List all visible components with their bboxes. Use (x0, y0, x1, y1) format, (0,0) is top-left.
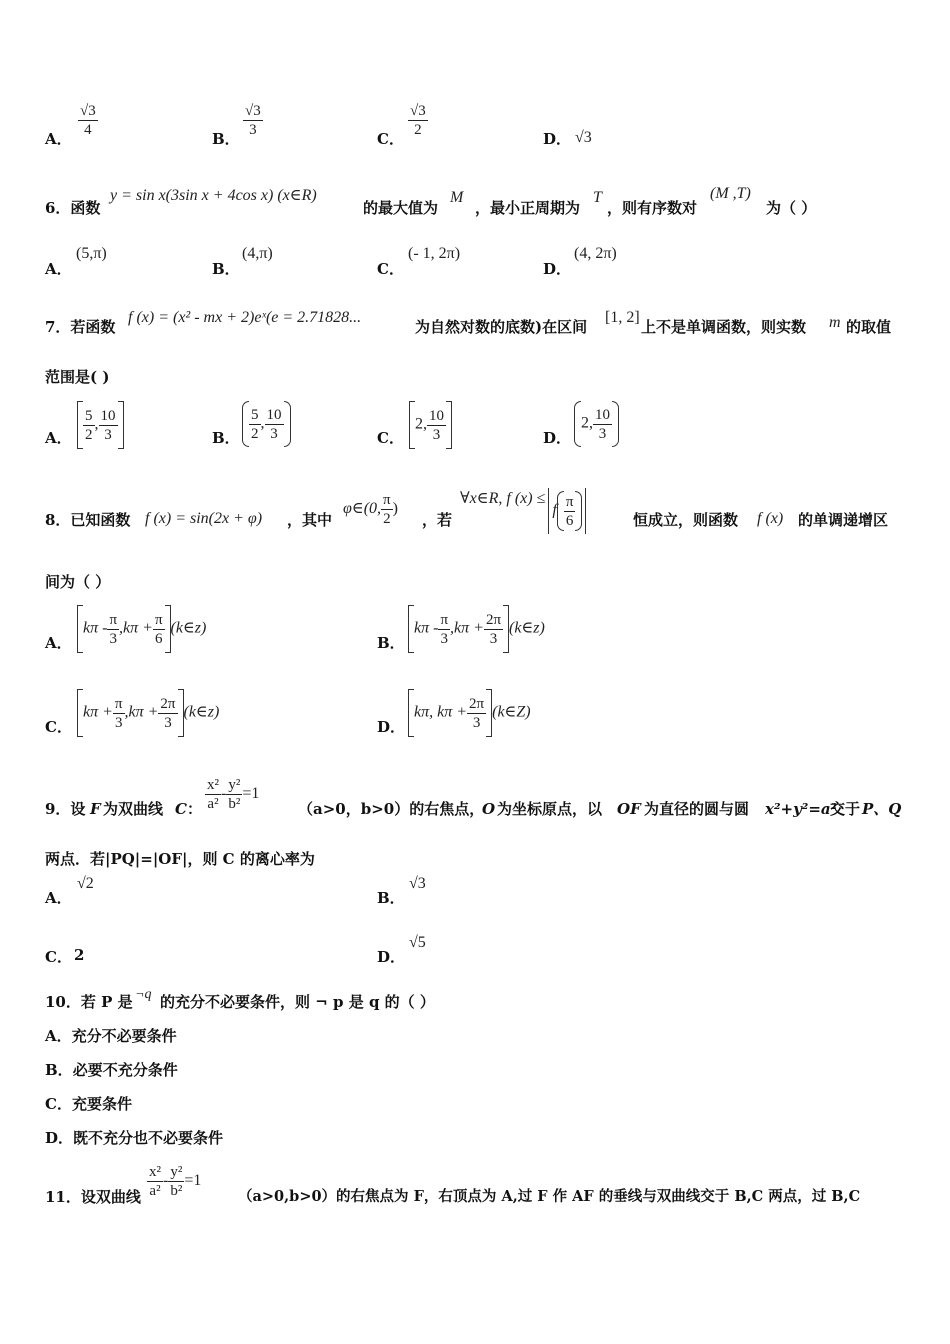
q7-option-c-label[interactable]: C． (377, 429, 404, 447)
q7-var-m: m (829, 314, 841, 331)
q8-prefix: 8．已知函数 (45, 511, 131, 529)
q11-prefix: 11．设双曲线 (45, 1188, 141, 1206)
q9-hyperbola: $\frac{\text{x²}}{\text{a²}}$ - $\frac{\text{y²}}{\text{b²}}$ =1 (207, 777, 260, 812)
q7-option-d-label[interactable]: D． (543, 429, 572, 447)
q8-option-d-expr: kπ, kπ + $\frac{2\pi}{3}$ (k∈Z) (408, 689, 531, 737)
q10-option-d[interactable]: D．既不充分也不必要条件 (45, 1129, 224, 1147)
q7-option-a-label[interactable]: A． (45, 429, 72, 447)
q8-line2: 间为（ ） (45, 573, 111, 591)
q6-mid1: 的最大值为 (363, 199, 439, 217)
q8-phi-cond: φ∈(0, $\frac{\pi}{2}$ ) (343, 492, 398, 527)
q6-var-m: M (450, 189, 464, 206)
q6-option-b-label[interactable]: B． (212, 260, 240, 278)
q9-t4: 为直径的圆与圆 (644, 800, 750, 818)
q9-var-f: F (90, 800, 101, 818)
q6-pair: (M ,T) (710, 185, 751, 202)
q8-forall-cond: ∀x∈R, f (x) ≤f $\frac{\pi}{6}$ (460, 488, 589, 534)
q8-option-a-label[interactable]: A． (45, 634, 72, 652)
q7-option-b-label[interactable]: B． (212, 429, 240, 447)
q6-option-b-expr: (4,π) (242, 245, 273, 262)
q5-option-c-label[interactable]: C． (377, 130, 404, 148)
q6-option-c-expr: (- 1, 2π) (408, 245, 461, 262)
q10-negq: ¬q (135, 987, 152, 1002)
q9-option-c-expr: 2 (74, 946, 85, 964)
q6-mid2: ，最小正周期为 (475, 199, 581, 217)
q7-formula: f (x) = (x² - mx + 2)eˣ(e = 2.71828... (128, 309, 362, 326)
q10-suffix: 的充分不必要条件，则 ¬ p 是 q 的（ ） (160, 993, 435, 1011)
q7-option-c-expr: 2, $\frac{10}{3}$ (409, 401, 452, 449)
q9-var-of: OF (617, 800, 641, 818)
q8-option-d-label[interactable]: D． (377, 718, 406, 736)
q9-t1: 为双曲线 (103, 800, 164, 818)
q8-option-b-expr: kπ - $\frac{\pi}{3}$ ,kπ + $\frac{2\pi}{3}$ (k∈z) (408, 605, 545, 653)
q10-option-b[interactable]: B．必要不充分条件 (45, 1061, 178, 1079)
q8-suffix: 恒成立，则函数 (633, 511, 739, 529)
q8-suffix2: 的单调递增区 (798, 511, 889, 529)
q9-t3: 为坐标原点，以 (497, 800, 603, 818)
q5-option-a-label[interactable]: A． (45, 130, 72, 148)
q5-option-b-label[interactable]: B． (212, 130, 240, 148)
q8-mid1: ，其中 (287, 511, 333, 529)
q8-formula: f (x) = sin(2x + φ) (145, 510, 263, 527)
q6-option-a-expr: (5,π) (76, 245, 107, 262)
q9-line2: 两点．若|PQ|=|OF|，则 C 的离心率为 (45, 850, 315, 868)
q11-hyperbola: $\frac{\text{x²}}{\text{a²}}$ - $\frac{\text{y²}}{\text{b²}}$ =1 (149, 1164, 202, 1199)
q6-mid3: ，则有序数对 (607, 199, 698, 217)
q10-option-a[interactable]: A．充分不必要条件 (45, 1027, 177, 1045)
q6-var-t: T (593, 189, 602, 206)
q5-option-d-expr: √3 (575, 129, 592, 146)
q9-var-pq: P、Q (862, 800, 902, 818)
q6-option-a-label[interactable]: A． (45, 260, 72, 278)
q7-prefix: 7．若函数 (45, 318, 116, 336)
q6-option-d-label[interactable]: D． (543, 260, 572, 278)
q9-var-c: C (175, 800, 187, 818)
q7-suffix: 的取值 (846, 318, 892, 336)
q9-option-b-label[interactable]: B． (377, 889, 405, 907)
q8-mid2: ，若 (422, 511, 453, 529)
q7-option-d-expr: 2, $\frac{10}{3}$ (574, 401, 619, 447)
q10-prefix: 10．若 P 是 (45, 993, 133, 1011)
q7-option-a-expr: $\frac{5}{2}$ , $\frac{10}{3}$ (77, 401, 124, 449)
q5-option-b-expr: $\frac{√3}{3}$ (245, 103, 261, 138)
q9-circle: x²+y²=a² (765, 800, 838, 818)
q9-option-d-expr: √5 (409, 934, 426, 951)
q9-option-b-expr: √3 (409, 875, 426, 892)
q11-suffix: （a>0,b>0）的右焦点为 F，右顶点为 A,过 F 作 AF 的垂线与双曲线交于 B,C 两点，过 B,C (238, 1188, 861, 1205)
q6-formula: y = sin x(3sin x + 4cos x) (x∈R) (110, 187, 317, 204)
q9-option-c-label[interactable]: C． (45, 948, 72, 966)
q6-option-c-label[interactable]: C． (377, 260, 404, 278)
q9-var-o: O (482, 800, 496, 818)
q5-option-a-expr: $\frac{√3}{4}$ (80, 103, 96, 138)
q9-t5: 交于 (830, 800, 861, 818)
q8-option-c-expr: kπ + $\frac{\pi}{3}$ ,kπ + $\frac{2\pi}{3}$ (k∈z) (77, 689, 219, 737)
q8-fx: f (x) (757, 510, 784, 527)
q7-mid2: 上不是单调函数，则实数 (641, 318, 807, 336)
q8-option-b-label[interactable]: B． (377, 634, 405, 652)
q9-option-d-label[interactable]: D． (377, 948, 406, 966)
q7-interval: [1, 2] (605, 309, 640, 326)
q10-option-c[interactable]: C．充要条件 (45, 1095, 132, 1113)
q9-prefix: 9．设 (45, 800, 86, 818)
q7-mid1: 为自然对数的底数)在区间 (415, 318, 588, 336)
q5-option-c-expr: $\frac{√3}{2}$ (410, 103, 426, 138)
q6-suffix: 为（ ） (766, 199, 817, 217)
q5-option-d-label[interactable]: D． (543, 130, 572, 148)
q7-option-b-expr: $\frac{5}{2}$ , $\frac{10}{3}$ (242, 401, 291, 447)
q9-option-a-expr: √2 (77, 875, 94, 892)
q6-option-d-expr: (4, 2π) (574, 245, 617, 262)
q9-cond: （a>0，b>0）的右焦点， (298, 800, 485, 818)
q8-option-a-expr: kπ - $\frac{\pi}{3}$ ,kπ + $\frac{\pi}{6}$ (k∈z) (77, 605, 206, 653)
q9-t2: ： (187, 800, 203, 818)
q9-option-a-label[interactable]: A． (45, 889, 72, 907)
q7-line2: 范围是( ) (45, 368, 110, 386)
q6-prefix: 6．函数 (45, 199, 101, 217)
q8-option-c-label[interactable]: C． (45, 718, 72, 736)
